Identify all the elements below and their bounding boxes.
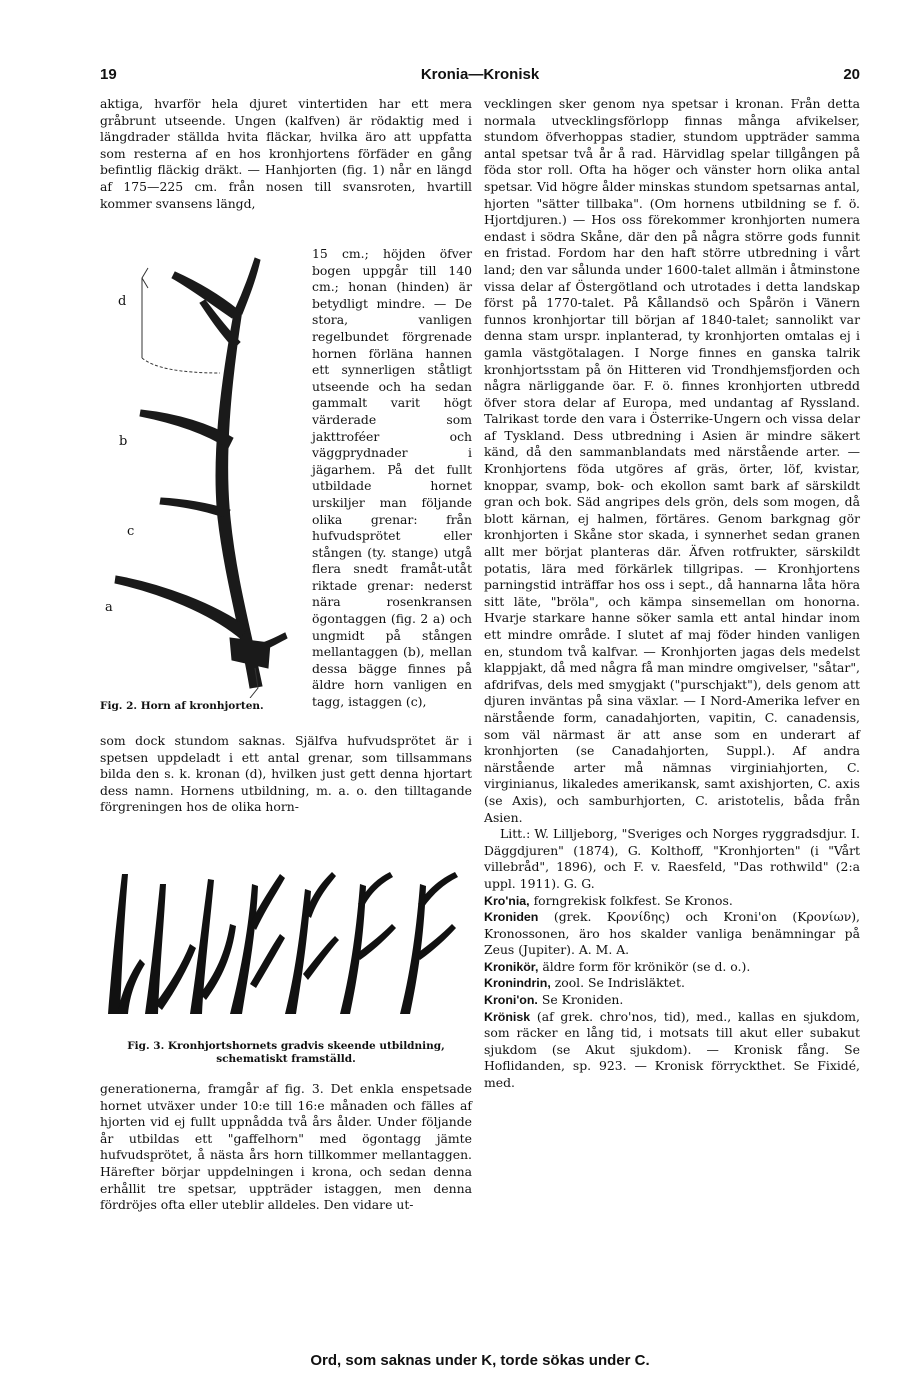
entry-text: äldre form för krönikör (se d. o.).: [538, 958, 751, 974]
entry-headword: Kroni'on.: [484, 993, 538, 1008]
figure-2-caption: Fig. 2. Horn af kronhjorten.: [100, 700, 264, 712]
paragraph: 15 cm.; höjden öfver bogen uppgår till 140 cm.; honan (hinden) är betydligt mindre. — De stora, vanligen regelbundet förgrenade hornen förläna hannen ett synnerligen ståtligt utseende och ha sedan gammalt varit högt värderade som jakttroféer och väggprydnader i jägarhem. På det fullt utbildade hornet urskiljer man följande olika grenar: från hufvudsprötet eller stången (ty. stange) utgå flera snedt framåt-utåt riktade grenar: nederst nära rosenkransen ögontaggen (fig. 2 a) och ungmidt på stången mellantaggen (b), mellan dessa bägge finnes på äldre horn vanligen en tagg, istaggen (c),: [312, 246, 472, 710]
entry-kronindrin: [484, 975, 860, 992]
label-c: c: [127, 524, 135, 539]
page-title: Kronia—Kronisk: [420, 66, 540, 83]
paragraph: aktiga, hvarför hela djuret vintertiden har ett mera gråbrunt utseende. Ungen (kalfven) är rödaktig med i längdrader ställda hvita fläckar, hvilka äro att uppfatta som resterna af en hos kronhjortens förfäder en gång befintlig fläckig dräkt. — Hanhjorten (fig. 1) når en längd af 175—225 cm. från nosen till svansroten, hvartill kommer svansens längd,: [100, 96, 472, 211]
figure-3-caption: Fig. 3. Kronhjortshornets gradvis skeende utbildning, schematiskt framställd.: [127, 1040, 445, 1065]
entry-kroniden: [484, 909, 860, 959]
entry-headword: Kroniden: [484, 910, 539, 925]
antler-development-figure: [100, 864, 472, 1034]
paragraph: generationerna, framgår af fig. 3. Det enkla enspetsade hornet utväxer under 10:e till 16:e månaden och fälles af hjorten vid ej fullt uppnådda två års ålder. Under följande år utbildas ett "gaffelhorn" med ögontagg jämte hufvudsprötet, å nästa års horn tillkommer mellantaggen. Härefter börjar uppdelningen i krona, och sedan denna erhållit tre spetsar, uppträder istaggen, men denna fördröjes ofta eller uteblir alldeles. Den vidare ut-: [100, 1081, 472, 1213]
page-number-right: 20: [843, 66, 860, 83]
entry-kronikor: [484, 959, 860, 976]
left-column-top-text: [100, 96, 472, 212]
entry-headword: Krönisk: [484, 1009, 531, 1024]
page-number-left: 19: [100, 66, 117, 83]
entry-text: Se Kroniden.: [537, 992, 624, 1008]
entry-kronia: [484, 893, 860, 910]
entry-headword: Kronikör,: [484, 959, 539, 974]
entry-headword: Kronindrin,: [484, 976, 551, 991]
label-a: a: [105, 600, 113, 615]
entry-kronisk: [484, 1009, 860, 1092]
page-header: [100, 66, 860, 90]
literature-paragraph: Litt.: W. Lilljeborg, "Sveriges och Norges ryggradsdjur. I. Däggdjuren" (1874), G. Kolthoff, "Kronhjorten" (i "Vårt villebråd", 1896), och F. v. Raesfeld, "Das rothwild" (2:a uppl. 1911). G. G.: [484, 826, 860, 891]
label-b: b: [119, 434, 128, 449]
entry-text: (af grek. chro'nos, tid), med., kallas en sjukdom, som räcker en lång tid, i motsats till akut eller subakut sjukdom (se Akut sjukdom). — Kronisk fång. Se Hoflidanden, sp. 923. — Kronisk förryckthet. Se Fixidé, med.: [484, 1008, 860, 1091]
entry-headword: Kro'nia,: [484, 893, 530, 908]
paragraph: vecklingen sker genom nya spetsar i kronan. Från detta normala utvecklingsförlopp finnas många afvikelser, stundom öfverhoppas stadier, stundom uppträder samma antal spetsar två år å rad. Härvidlag spelar tillgången på föda stor roll. Ofta ha höger och vänster horn olika antal spetsar. Vid högre ålder minskas stundom spetsarnas antal, hjorten "sätter tillbaka". (Om hornens utbildning se f. ö. Hjortdjuren.) — Hos oss förekommer kronhjorten numera endast i södra Skåne, där den på några större gods funnit en fristad. Fordom har den haft större utbredning i vårt land; den var sålunda under 1600-talet allmän i åtminstone vissa delar af Östergötland och utrotades i detta landskap först på 1770-talet. På Kållandsö och Spårön i Vänern funnos kronhjortar till början af 1840-talet; sannolikt var denna stam urspr. inplanterad, ty kronhjorten omtalas ej i gamla västgötalagen. I Norge finnes en ganska talrik kronhjortsstam på ön Hitteren vid Trondhjemsfjorden och några närliggande öar. F. ö. finnes kronhjorten utbredd öfver stora delar af Europa, med undantag af Ryssland. Talrikast torde den vara i Österrike-Ungern och vissa delar af Tyskland. Dess utbredning i Asien är mindre säkert känd, då den sammanblandats med närstående arter. — Kronhjortens föda utgöres af gräs, örter, löf, kvistar, knoppar, svamp, bok- och ekollon samt bark af särskildt gran och bok. Säd angripes dels grön, dels som mogen, då blott kärnan, ej halmen, förtäres. Genom barkgnag gör kronhjorten i Skåne stor skada, i synnerhet sedan granen allt mer börjat planteras där. Äfven rotfrukter, särskildt potatis, lära med förkärlek tillgripas. — Kronhjortens parningstid inträffar hos oss i sept., då hannarna låta höra sitt läte, "bröla", och kämpa sinsemellan om honorna. Hvarje starkare hanne söker samla ett antal hindar inom ett mindre område. I slutet af maj föder hinden vanligen en, stundom två kalfvar. — Kronhjorten jagas dels medelst klappjakt, då med några få man mindre omgivelser, "såtar", afdrifvas, dels med smygjakt ("purschjakt"), dels genom att djuren inväntas på sina växlar. — I Nord-Amerika lefver en närstående form, canadahjorten, vapitin, C. canadensis, som väl närmast är att anse som en underart af kronhjorten (se Canadahjorten, Suppl.). Af andra närstående arter må nämnas virginiahjorten, C. virginianus, likaledes amerikansk, samt axishjorten, C. axis (se Axis), och samburhjorten, C. aristotelis, båda från Asien.: [484, 96, 860, 825]
antler-figure: [100, 248, 300, 698]
right-column-text: [484, 96, 860, 1092]
entry-kronion: [484, 992, 860, 1009]
left-column-wrapped-text: [312, 246, 472, 711]
entry-text: forngrekisk folkfest. Se Kronos.: [529, 892, 733, 908]
entry-text: (grek. Κρονίδης) och Kroni'on (Κρονίων), Kronossonen, äro hos skalder vanliga benämningar på Zeus (Jupiter). A. M. A.: [484, 909, 860, 958]
paragraph: som dock stundom saknas. Själfva hufvudsprötet är i spetsen uppdeladt i ett antal grenar, som tillsammans bilda den s. k. kronan (d), hvilken just gett denna hjortart dess namn. Hornens utbildning, m. a. o. den tilltagande förgreningen hos de olika horn-: [100, 733, 472, 815]
left-column-bottom-text: [100, 1081, 472, 1214]
page-footer-note: Ord, som saknas under K, torde sökas under C.: [310, 1352, 650, 1369]
entry-text: zool. Se Indrisläktet.: [550, 975, 685, 991]
left-column-mid-text: [100, 733, 472, 816]
label-d: d: [118, 294, 127, 309]
